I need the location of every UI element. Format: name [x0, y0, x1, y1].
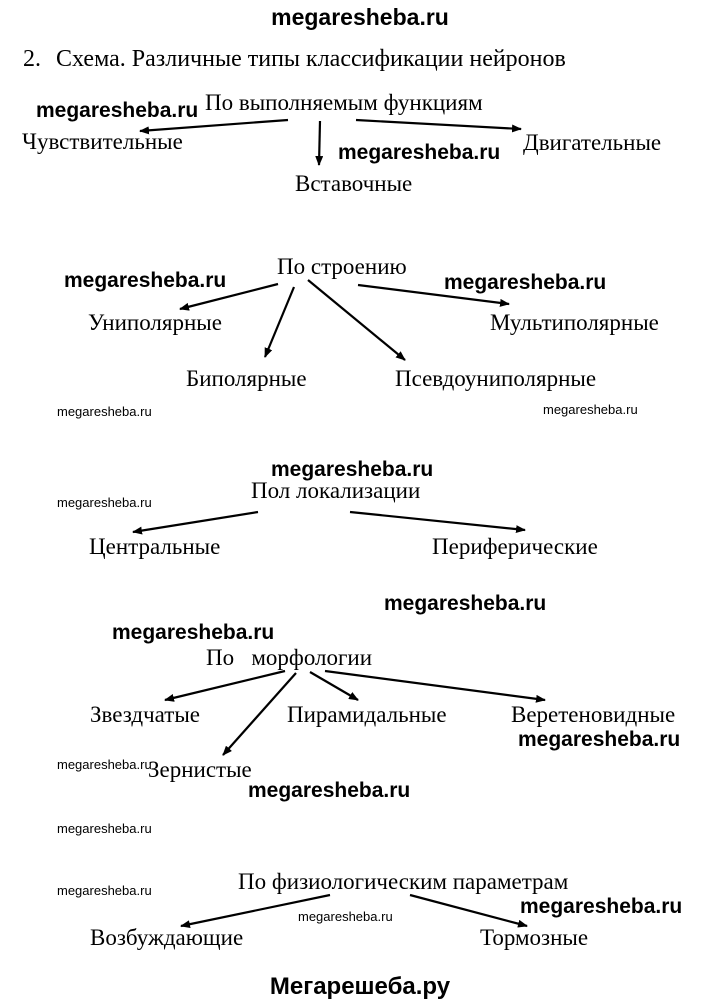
- watermark: megaresheba.ru: [444, 271, 607, 294]
- morphology-granular: Зернистые: [148, 757, 252, 782]
- physiology-root: По физиологическим параметрам: [238, 869, 569, 894]
- arrow-structure-bipolar: [265, 287, 294, 357]
- watermark: megaresheba.ru: [518, 728, 681, 751]
- physiology-excitatory: Возбуждающие: [90, 925, 244, 950]
- arrow-functions-interneuron: [319, 121, 320, 165]
- physiology-inhibitory: Тормозные: [480, 925, 589, 950]
- structure-multipolar: Мультиполярные: [490, 310, 659, 335]
- watermark: megaresheba.ru: [57, 757, 152, 772]
- morphology-root: По морфологии: [206, 645, 373, 670]
- structure-bipolar: Биполярные: [186, 366, 307, 391]
- structure-pseudounipolar: Псевдоуниполярные: [395, 366, 597, 391]
- watermark: megaresheba.ru: [520, 895, 683, 918]
- watermark: megaresheba.ru: [298, 909, 393, 924]
- localization-root: Пол локализации: [251, 478, 421, 503]
- structure-unipolar: Униполярные: [88, 310, 222, 335]
- arrow-physiology-inhibitory: [410, 895, 527, 926]
- watermark: megaresheba.ru: [57, 821, 152, 836]
- morphology-stellate: Звездчатые: [90, 702, 201, 727]
- arrow-localization-peripheral: [350, 512, 525, 530]
- functions-motor: Двигательные: [523, 130, 662, 155]
- watermark: megaresheba.ru: [36, 99, 199, 122]
- arrow-morphology-stellate: [165, 671, 285, 700]
- arrow-localization-central: [133, 512, 258, 532]
- watermark: megaresheba.ru: [248, 779, 411, 802]
- morphology-fusiform: Веретеновидные: [511, 702, 676, 727]
- localization-central: Центральные: [89, 534, 221, 559]
- watermark: megaresheba.ru: [57, 404, 152, 419]
- watermark: megaresheba.ru: [338, 141, 501, 164]
- footer-brand: Мегарешеба.ру: [269, 973, 451, 1000]
- task-number: 2.: [23, 46, 41, 72]
- functions-root: По выполняемым функциям: [205, 90, 483, 115]
- watermark: megaresheba.ru: [112, 621, 275, 644]
- watermark: megaresheba.ru: [271, 458, 434, 481]
- structure-root: По строению: [277, 254, 407, 279]
- diagram-title: Схема. Различные типы классификации нейронов: [56, 46, 566, 72]
- watermark: megaresheba.ru: [57, 495, 152, 510]
- watermark: megaresheba.ru: [543, 402, 638, 417]
- arrow-morphology-fusiform: [325, 671, 545, 700]
- arrow-functions-motor: [356, 120, 521, 129]
- morphology-pyramidal: Пирамидальные: [287, 702, 447, 727]
- watermark: megaresheba.ru: [64, 269, 227, 292]
- arrow-morphology-granular: [223, 673, 296, 755]
- watermark: megaresheba.ru: [384, 592, 547, 615]
- header-watermark: megaresheba.ru: [271, 4, 449, 30]
- functions-sensory: Чувствительные: [22, 129, 183, 154]
- localization-peripheral: Периферические: [432, 534, 598, 559]
- arrow-morphology-pyramidal: [310, 672, 358, 700]
- arrow-structure-pseudounipolar: [308, 280, 405, 360]
- functions-interneuron: Вставочные: [295, 171, 413, 196]
- watermark: megaresheba.ru: [57, 883, 152, 898]
